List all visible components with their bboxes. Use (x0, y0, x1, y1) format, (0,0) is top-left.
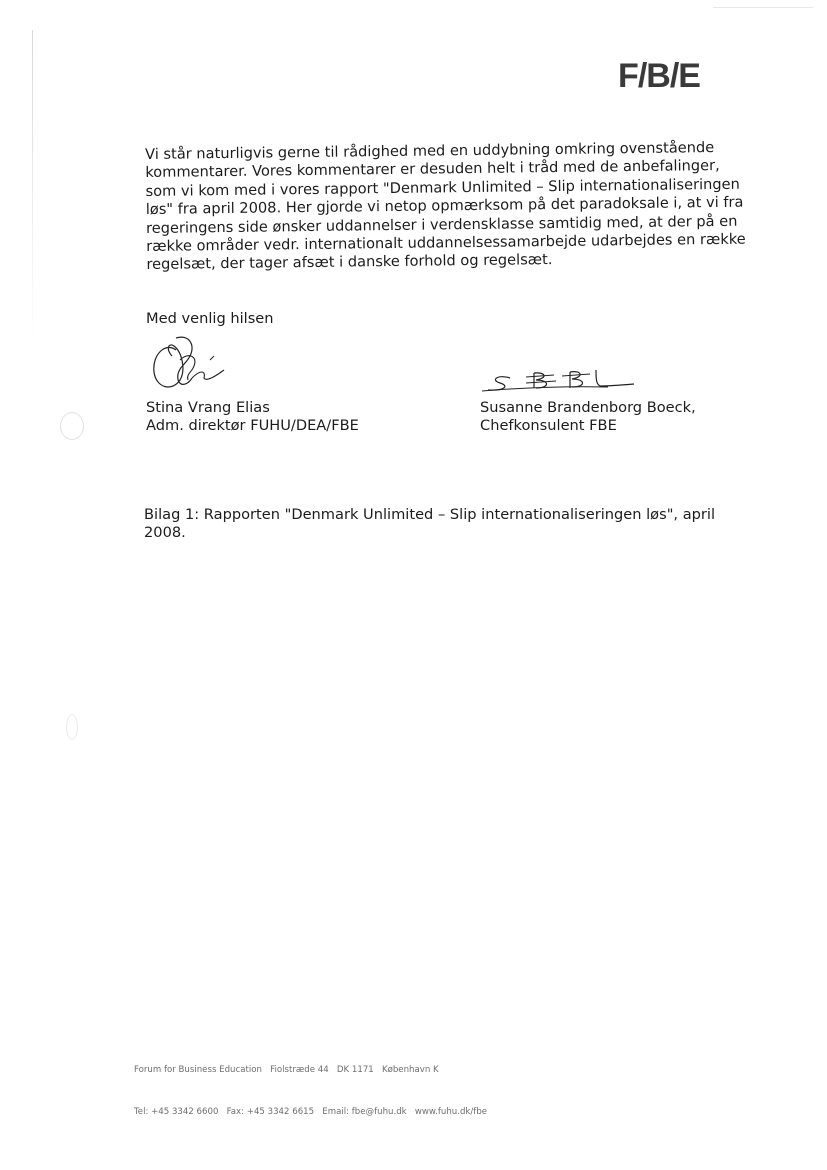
punch-hole-upper (60, 412, 84, 440)
handwritten-signature-right (478, 364, 638, 394)
signatory-name: Stina Vrang Elias (146, 399, 270, 416)
signatory-left (146, 399, 359, 436)
signatory-name: Susanne Brandenborg Boeck, (480, 399, 696, 416)
punch-hole-lower (66, 714, 78, 740)
scan-top-mark (713, 7, 813, 8)
signatory-title: Adm. direktør FUHU/DEA/FBE (146, 417, 359, 435)
footer-contact-line: Tel: +45 3342 6600 Fax: +45 3342 6615 Email: fbe@fuhu.dk www.fuhu.dk/fbe (134, 1107, 488, 1117)
attachment-note: Bilag 1: Rapporten "Denmark Unlimited – Slip internationaliseringen løs", april 2008. (144, 506, 716, 541)
fbe-logo-text: F/B/E (618, 57, 700, 92)
closing-greeting: Med venlig hilsen (146, 310, 274, 327)
letter-body-paragraph: Vi står naturligvis gerne til rådighed med en uddybning omkring ovenstående kommentarer. Vores kommentarer er desuden helt i tråd med de anbefalinger, som vi kom med i vores rapport "Denmark Unlimited – Slip internationaliseringen løs" fra april 2008. Her gjorde vi netop opmærksom på det paradoksale i, at vi fra regeringens side ønsker uddannelser i verdensklasse samtidig med, at der på en række områder vedr. internationalt uddannelsessamarbejde udarbejdes en række regelsæt, der tager afsæt i danske forhold og regelsæt. (145, 139, 746, 274)
footer-address-line: Forum for Business Education Fiolstræde 44 DK 1171 København K (134, 1065, 439, 1075)
signatory-right (480, 399, 696, 436)
letterhead-footer (134, 1035, 487, 1133)
fbe-logo (614, 56, 704, 92)
signatory-title: Chefkonsulent FBE (480, 417, 617, 435)
scan-edge-shadow (32, 30, 33, 350)
handwritten-signature-left (146, 330, 228, 396)
